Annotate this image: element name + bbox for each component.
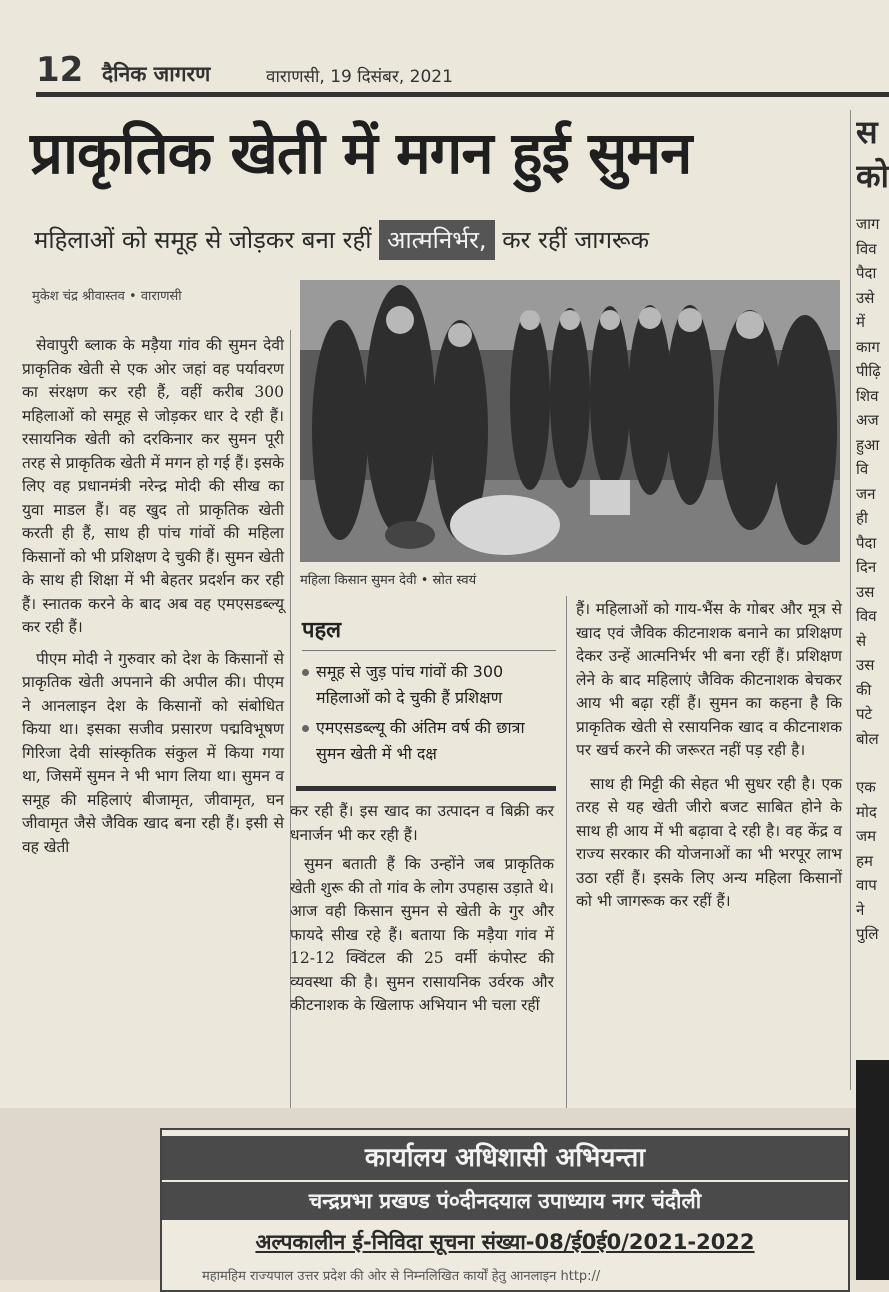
article-column-1 <box>22 334 284 867</box>
subhead-part2: कर रहीं जागरूक <box>502 226 650 254</box>
fragment-line: मोद <box>856 802 877 821</box>
fragment-line: शिव <box>856 386 879 405</box>
masthead <box>36 50 889 94</box>
fragment-heading: को <box>856 157 889 195</box>
notice-number: अल्पकालीन ई-निविदा सूचना संख्या-08/ई0ई0/2021-2022 <box>255 1230 755 1254</box>
fragment-line: ने <box>856 900 865 919</box>
paragraph: साथ ही मिट्टी की सेहत भी सुधर रही है। एक तरह से यह खेती जीरो बजट साबित होने के साथ ही आय में भी बढ़ावा दे रही है। वह केंद्र व राज्य सरकार की योजनाओं का भी भरपूर लाभ उठा रहीं हैं। इसके लिए अन्य महिला किसानों को भी जागरूक कर रहीं हैं। <box>576 774 842 910</box>
paragraph: कर रही हैं। इस खाद का उत्पादन व बिक्री कर धनार्जन भी कर रही हैं। <box>290 802 554 844</box>
paragraph: सुमन बताती हैं कि उन्होंने जब प्राकृतिक खेती शुरू की तो गांव के लोग उपहास उड़ाते थे। आज वही किसान सुमन से खेती के गुर और फायदे सीख रहे हैं। बताया कि मड़ैया गांव में 12-12 क्विंटल की 25 वर्मी कंपोस्ट की व्यवस्था की है। सुमन रासायनिक उर्वरक और कीटनाशक के खिलाफ अभियान भी चला रहीं <box>290 855 554 1014</box>
fragment-line: उस <box>856 656 875 674</box>
notice-office-title: कार्यालय अधिशासी अभियन्ता <box>162 1136 848 1180</box>
fragment-line: उसे <box>856 288 875 307</box>
fragment-line: वाप <box>856 876 877 894</box>
fragment-line: उस <box>856 582 875 601</box>
column-divider <box>850 110 851 1090</box>
fragment-line: वि <box>856 460 869 478</box>
subhead <box>34 218 844 262</box>
fragment-line: पटे <box>856 705 873 723</box>
column-divider <box>566 596 567 1108</box>
photo-caption: महिला किसान सुमन देवी • स्रोत स्वयं <box>300 573 477 588</box>
byline: मुकेश चंद्र श्रीवास्तव • वाराणसी <box>32 289 182 304</box>
article-column-3 <box>576 598 842 924</box>
box-title: पहल <box>302 614 556 651</box>
fragment-line: बोल <box>856 729 879 748</box>
highlight-box <box>296 610 556 791</box>
page-number: 12 <box>36 50 84 90</box>
paragraph: पीएम मोदी ने गुरुवार को देश के किसानों से प्राकृतिक खेती अपनाने की अपील की। पीएम ने आनलाइन देश के किसानों को संबोधित किया था। इसका सजीव प्रसारण पद्मविभूषण गिरिजा देवी सांस्कृतिक संकुल में किया गया था, जिसमें सुमन ने भी भाग लिया था। सुमन व समूह की महिलाएं बीजामृत, जीवामृत, घन जीवामृत जैसे जैविक खाद बना रही हैं। इसी से वह खेती <box>22 649 284 856</box>
adjacent-ad-dark <box>856 1060 889 1280</box>
fragment-line: से <box>856 631 867 650</box>
tender-notice <box>160 1128 850 1292</box>
paper-name: दैनिक जागरण <box>102 62 211 86</box>
fragment-line: पैदा <box>856 264 877 282</box>
fragment-line: पैदा <box>856 533 877 552</box>
fragment-line: हम <box>856 851 873 870</box>
notice-division: चन्द्रप्रभा प्रखण्ड पं०दीनदयाल उपाध्याय नगर चंदौली <box>162 1182 848 1220</box>
dateline: वाराणसी, 19 दिसंबर, 2021 <box>266 67 453 87</box>
fragment-line <box>856 751 889 775</box>
headline: प्राकृतिक खेती में मगन हुई सुमन <box>30 119 692 187</box>
fragment-line: विव <box>856 607 877 625</box>
fragment-line: जन <box>856 484 876 503</box>
article-column-2 <box>290 800 554 1024</box>
fragment-line: अज <box>856 411 879 429</box>
fragment-line: विव <box>856 239 877 258</box>
box-item: समूह से जुड़ पांच गांवों की 300 महिलाओं को दे चुकी हैं प्रशिक्षण <box>302 659 556 711</box>
fragment-line: जाग <box>856 215 880 233</box>
fragment-line: दिन <box>856 558 877 576</box>
fragment-heading: स <box>856 113 878 151</box>
fragment-line: जम <box>856 827 877 845</box>
box-item: एमएसडब्ल्यू की अंतिम वर्ष की छात्रा सुमन खेती में भी दक्ष <box>302 715 556 767</box>
paragraph: हैं। महिलाओं को गाय-भैंस के गोबर और मूत्र से खाद एवं जैविक कीटनाशक बनाने का प्रशिक्षण देकर उन्हें आत्मनिर्भर भी बना रहीं हैं। प्रशिक्षण लेने के बाद महिलाएं जैविक कीटनाशक बेचकर आय भी बढ़ा रहीं हैं। सुमन का कहना है कि प्राकृतिक खेती से रसायनिक खाद व कीटनाशक पर खर्च करने की जरूरत नहीं पड़ रही है। <box>576 600 842 759</box>
fragment-line: की <box>856 680 872 699</box>
fragment-line: हुआ <box>856 435 880 454</box>
women-group-photo <box>300 280 840 562</box>
fragment-line: एक <box>856 778 876 796</box>
fragment-line: पीढ़ि <box>856 362 881 380</box>
notice-body: महामहिम राज्यपाल उत्तर प्रदेश की ओर से निम्नलिखित कार्यों हेतु आनलाइन http:// <box>202 1269 601 1284</box>
fragment-line: पुलि <box>856 925 879 943</box>
fragment-line: काग <box>856 337 880 356</box>
fragment-line: में <box>856 313 865 331</box>
adjacent-article-fragment <box>856 110 889 947</box>
subhead-part1: महिलाओं को समूह से जोड़कर बना रहीं <box>34 226 372 254</box>
subhead-highlight: आत्मनिर्भर, <box>379 220 494 260</box>
masthead-rule <box>36 92 889 97</box>
paragraph: सेवापुरी ब्लाक के मड़ैया गांव की सुमन देवी प्राकृतिक खेती से एक ओर जहां वह पर्यावरण का संरक्षण कर रही हैं, वहीं करीब 300 महिलाओं को समूह से जोड़कर धार दे रही हैं। रसायनिक खेती को दरकिनार कर सुमन पूरी तरह से प्राकृतिक खेती में मगन हो गई हैं। इसके लिए वह प्रधानमंत्री नरेन्द्र मोदी की सीख का युवा माडल हैं। वह खुद तो प्राकृतिक खेती करती ही हैं, साथ ही पांच गांवों की महिला किसानों को भी प्रशिक्षण दे चुकी हैं। सुमन खेती के साथ ही शिक्षा में भी बेहतर प्रदर्शन कर रही हैं। स्नातक करने के बाद अब वह एमएसडब्ल्यू कर रही हैं। <box>22 336 284 636</box>
article-photo <box>300 280 840 562</box>
fragment-line: ही <box>856 509 868 527</box>
